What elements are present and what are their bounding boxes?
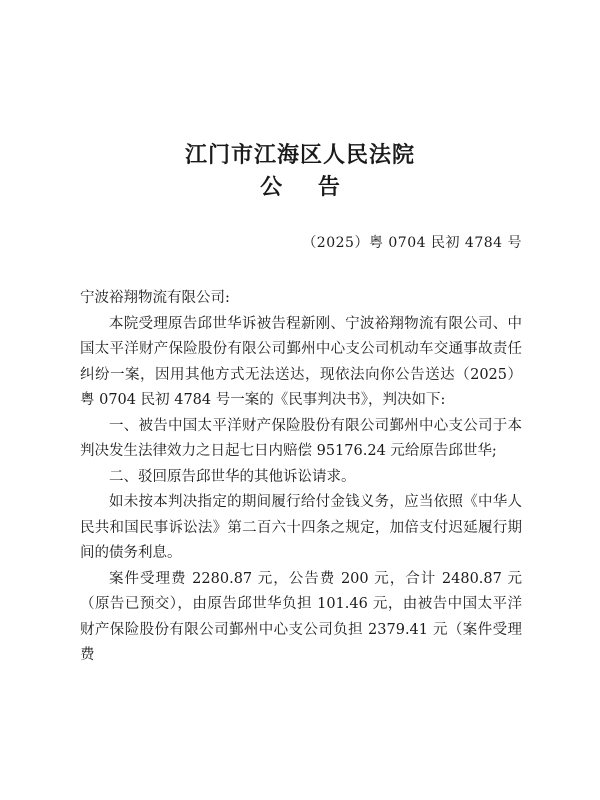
addressee: 宁波裕翔物流有限公司: (80, 290, 230, 306)
paragraph-judgment-item-1: 一、被告中国太平洋财产保险股份有限公司鄞州中心支公司于本判决发生法律效力之日起七日内赔偿 95176.24 元给原告邱世华; (80, 417, 522, 459)
paragraph-case-intro: 本院受理原告邱世华诉被告程新刚、宁波裕翔物流有限公司、中国太平洋财产保险股份有限公司鄞州中心支公司机动车交通事故责任纠纷一案，因用其他方式无法送达，现依法向你公告送达（2025）粤 0704 民初 4784 号一案的《民事判决书》，判决如下: (80, 315, 522, 408)
court-name: 江门市江海区人民法院 (184, 142, 415, 168)
paragraph-judgment-item-2: 二、驳回原告邱世华的其他诉讼请求。 (109, 468, 356, 485)
document-type-title: 公 告 (260, 174, 354, 200)
paragraph-fees: 案件受理费 2280.87 元，公告费 200 元，合计 2480.87 元（原告已预交），由原告邱世华负担 101.46 元，由被告中国太平洋财产保险股份有限公司鄞州中心支公司负担 2379.41 元（案件受理费 (80, 570, 522, 663)
paragraph-interest-notice: 如未按本判决指定的期间履行给付金钱义务，应当依照《中华人民共和国民事诉讼法》第二百六十四条之规定，加倍支付迟延履行期间的债务利息。 (80, 494, 522, 561)
case-number: （2025）粤 0704 民初 4784 号 (302, 235, 522, 251)
document-body (80, 286, 522, 669)
